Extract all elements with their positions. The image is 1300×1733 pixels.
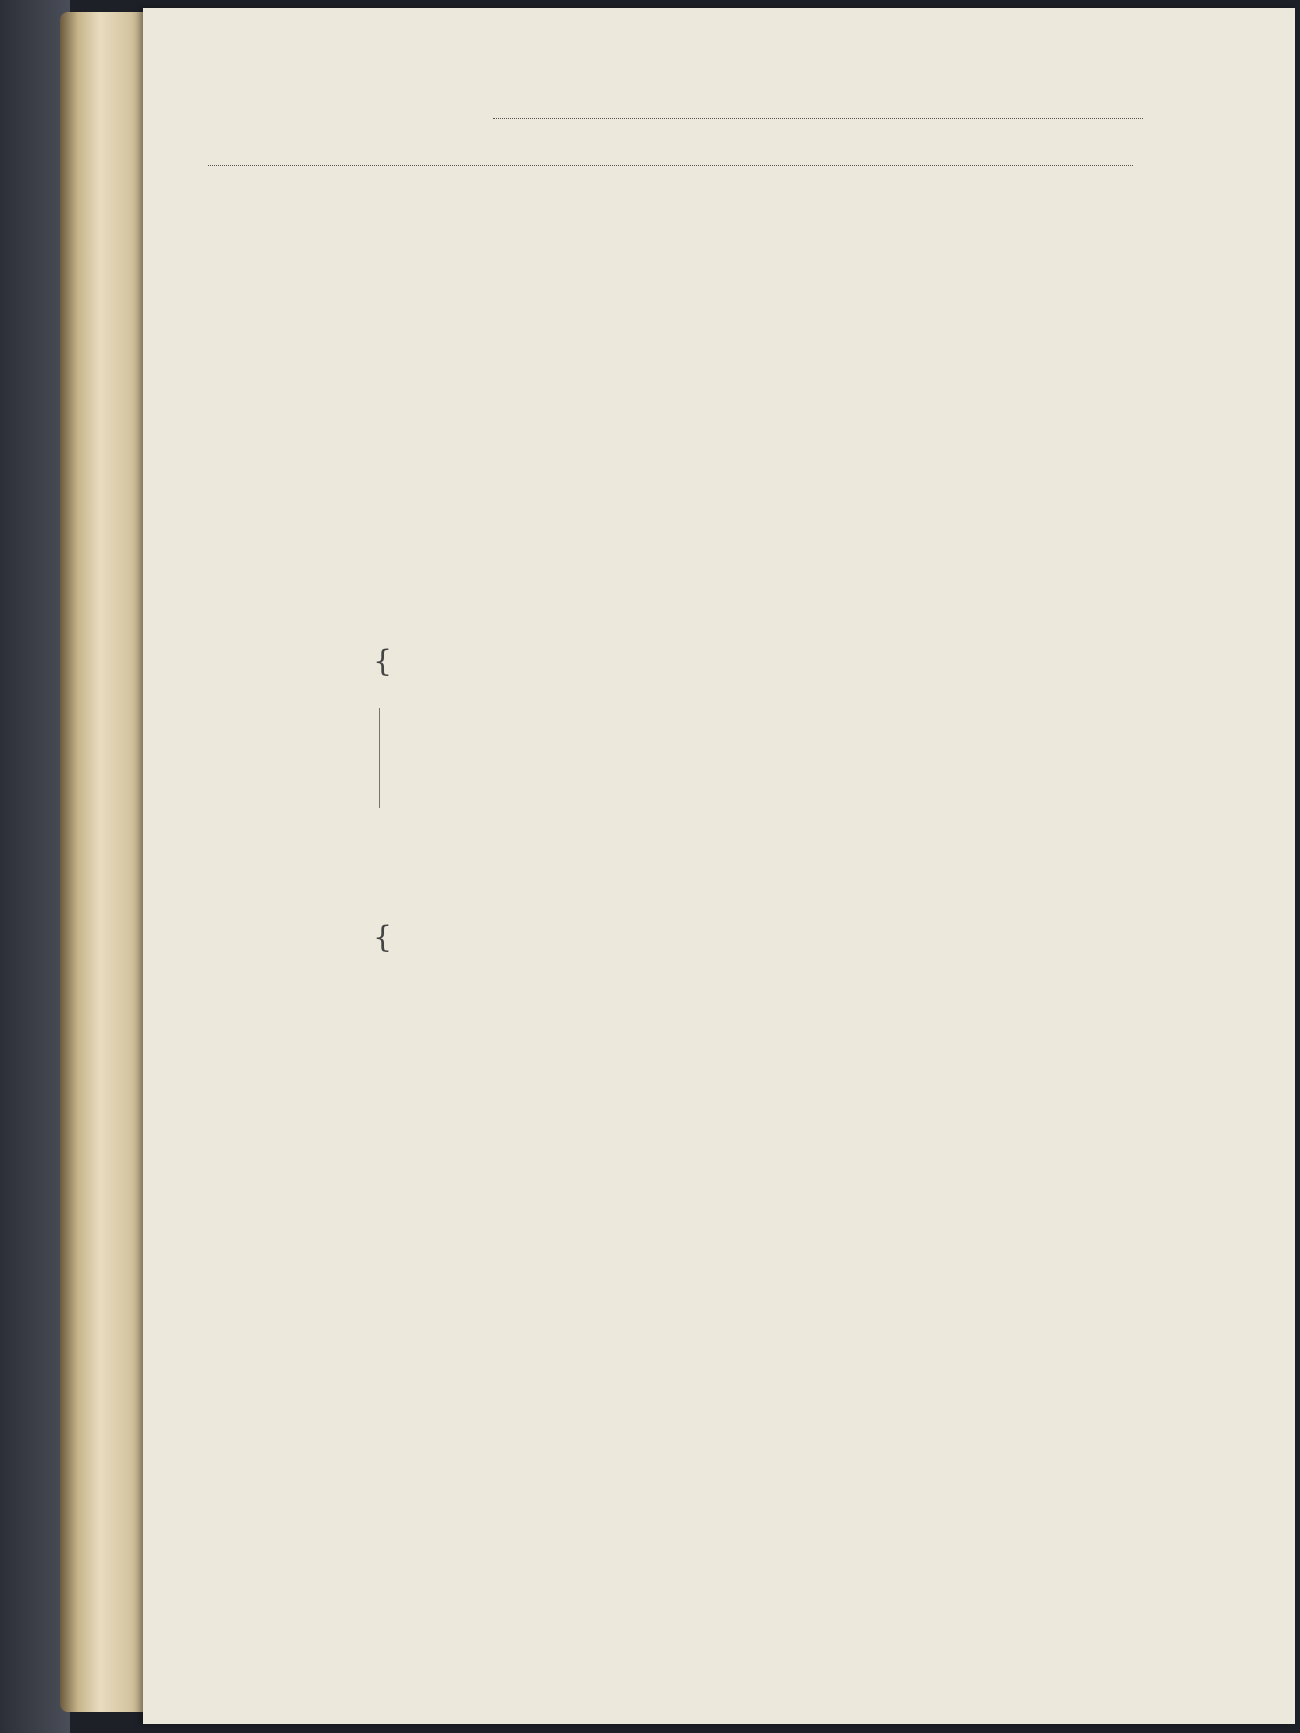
location-line: [208, 165, 1133, 166]
log-title: [221, 93, 227, 121]
log-page: [143, 8, 1295, 1724]
brace: {: [373, 644, 393, 679]
brace-line: [379, 708, 380, 808]
title-line: [493, 118, 1143, 119]
brace: {: [373, 920, 393, 955]
